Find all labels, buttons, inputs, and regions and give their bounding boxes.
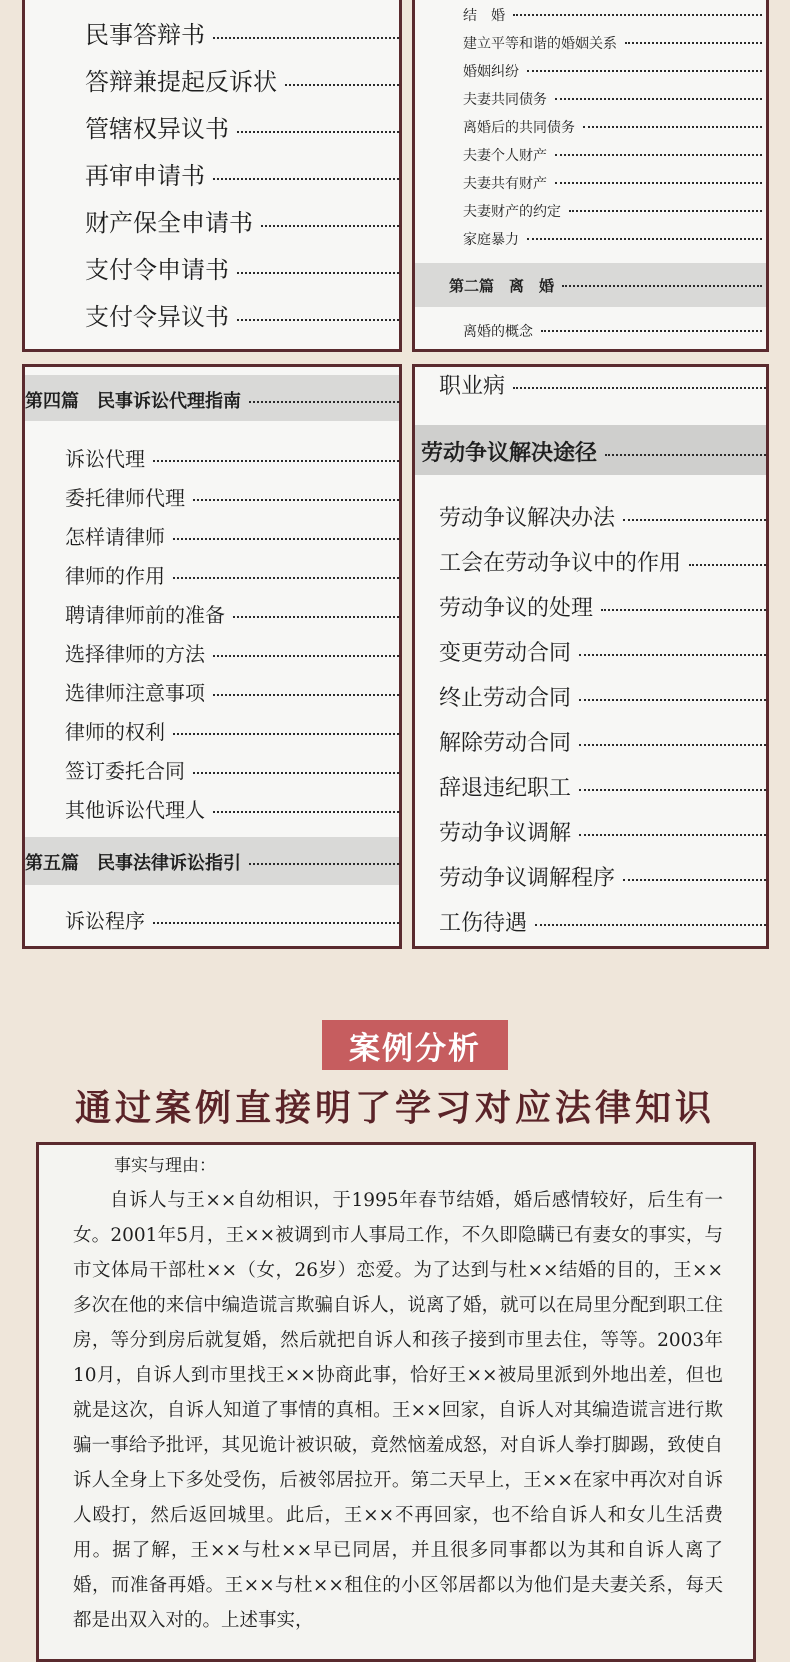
- toc-item: 工伤待遇: [439, 906, 766, 937]
- leader-dots: [237, 130, 399, 133]
- toc-item: 支付令异议书: [85, 297, 399, 332]
- toc-item: 怎样请律师: [65, 521, 399, 550]
- toc-item: 离婚后的共同债务: [463, 117, 762, 137]
- toc-item: 职业病: [439, 369, 766, 400]
- leader-dots: [583, 125, 762, 128]
- toc-item: 选律师注意事项: [65, 677, 399, 706]
- toc-item: 劳动争议解决办法: [439, 501, 766, 532]
- toc-item: 解除劳动合同: [439, 726, 766, 757]
- leader-dots: [527, 237, 762, 240]
- leader-dots: [562, 284, 762, 287]
- section-band: [415, 263, 766, 307]
- leader-dots: [261, 224, 399, 227]
- toc-item: 再审申请书: [85, 156, 399, 191]
- toc-item: 诉讼程序: [65, 905, 399, 934]
- section-heading: 第二篇 离 婚: [449, 275, 762, 296]
- section-heading: 第五篇 民事法律诉讼指引: [25, 849, 399, 875]
- section-subtitle: 通过案例直接明了学习对应法律知识: [74, 1087, 715, 1129]
- leader-dots: [623, 518, 766, 521]
- toc-item: 夫妻财产的约定: [463, 201, 762, 221]
- leader-dots: [213, 177, 399, 180]
- leader-dots: [173, 576, 399, 579]
- toc-item: 委托律师代理: [65, 482, 399, 511]
- toc-item: 管辖权异议书: [85, 109, 399, 144]
- toc-item: 签订委托合同: [65, 755, 399, 784]
- leader-dots: [193, 771, 399, 774]
- toc-item: 支付令申请书: [85, 250, 399, 285]
- toc-item: 夫妻共同债务: [463, 89, 762, 109]
- leader-dots: [689, 563, 766, 566]
- toc-item: 工会在劳动争议中的作用: [439, 546, 766, 577]
- toc-item: 辞退违纪职工: [439, 771, 766, 802]
- toc-item: 建立平等和谐的婚姻关系: [463, 33, 762, 53]
- leader-dots: [237, 318, 399, 321]
- leader-dots: [513, 386, 766, 389]
- leader-dots: [579, 833, 766, 836]
- section-band: [25, 837, 399, 885]
- toc-item: 终止劳动合同: [439, 681, 766, 712]
- toc-item: 劳动争议调解程序: [439, 861, 766, 892]
- toc-item: 变更劳动合同: [439, 636, 766, 667]
- leader-dots: [513, 13, 762, 16]
- section-heading: 劳动争议解决途径: [421, 436, 766, 467]
- toc-panel-2: [412, 0, 769, 352]
- toc-item: 家庭暴力: [463, 229, 762, 249]
- leader-dots: [555, 181, 762, 184]
- leader-dots: [249, 862, 399, 865]
- leader-dots: [623, 878, 766, 881]
- case-analysis-badge: 案例分析: [322, 1020, 508, 1070]
- leader-dots: [285, 83, 399, 86]
- toc-item: 其他诉讼代理人: [65, 794, 399, 823]
- toc-item: 夫妻个人财产: [463, 145, 762, 165]
- leader-dots: [213, 654, 399, 657]
- leader-dots: [233, 615, 399, 618]
- toc-item: 律师的权利: [65, 716, 399, 745]
- case-text-panel: [36, 1142, 756, 1662]
- toc-item: 选择律师的方法: [65, 638, 399, 667]
- toc-item: 民事答辩书: [85, 15, 399, 50]
- toc-item: 婚姻纠纷: [463, 61, 762, 81]
- toc-item: 答辩兼提起反诉状: [85, 62, 399, 97]
- leader-dots: [541, 329, 762, 332]
- leader-dots: [173, 732, 399, 735]
- toc-panel-1: [22, 0, 402, 352]
- section-heading: 第四篇 民事诉讼代理指南: [25, 387, 399, 413]
- leader-dots: [153, 459, 399, 462]
- leader-dots: [579, 698, 766, 701]
- leader-dots: [605, 453, 766, 456]
- leader-dots: [213, 810, 399, 813]
- toc-item: 财产保全申请书: [85, 203, 399, 238]
- leader-dots: [213, 36, 399, 39]
- toc-item: 夫妻共有财产: [463, 173, 762, 193]
- leader-dots: [601, 608, 766, 611]
- toc-item: 劳动争议的处理: [439, 591, 766, 622]
- toc-item: 律师的作用: [65, 560, 399, 589]
- leader-dots: [173, 537, 399, 540]
- leader-dots: [579, 788, 766, 791]
- case-heading: 事实与理由：: [114, 1156, 216, 1176]
- leader-dots: [555, 153, 762, 156]
- toc-item: 离婚的概念: [463, 321, 762, 341]
- leader-dots: [153, 921, 399, 924]
- section-band: [25, 375, 399, 421]
- toc-item: 劳动争议调解: [439, 816, 766, 847]
- toc-panel-3: [22, 364, 402, 949]
- section-band: [415, 425, 766, 475]
- toc-item: 结 婚: [463, 5, 762, 25]
- leader-dots: [625, 41, 762, 44]
- leader-dots: [527, 69, 762, 72]
- leader-dots: [193, 498, 399, 501]
- leader-dots: [237, 271, 399, 274]
- leader-dots: [555, 97, 762, 100]
- leader-dots: [579, 743, 766, 746]
- case-body-text: 自诉人与王××自幼相识，于1995年春节结婚，婚后感情较好，后生有一女。2001年5月，王××被调到市人事局工作，不久即隐瞒已有妻女的事实，与市文体局干部杜××（女，26岁）恋爱。为了达到与杜××结婚的目的，王××多次在他的来信中编造谎言欺骗自诉人，说离了婚，就可以在局里分配到职工住房，等分到房后就复婚，然后就把自诉人和孩子接到市里去住，等等。2003年10月，自诉人到市里找王××协商此事，恰好王××被局里派到外地出差，但也就是这次，自诉人知道了事情的真相。王××回家，自诉人对其编造谎言进行欺骗一事给予批评，其见诡计被识破，竟然恼羞成怒，对自诉人拳打脚踢，致使自诉人全身上下多处受伤，后被邻居拉开。第二天早上，王××在家中再次对自诉人殴打，然后返回城里。此后，王××不再回家，也不给自诉人和女儿生活费用。据了解，王××与杜××早已同居，并且很多同事都以为其和自诉人离了婚，而准备再婚。王××与杜××租住的小区邻居都以为他们是夫妻关系，每天都是出双入对的。上述事实，: [73, 1190, 723, 1631]
- toc-panel-4: [412, 364, 769, 949]
- toc-item: 聘请律师前的准备: [65, 599, 399, 628]
- leader-dots: [535, 923, 766, 926]
- toc-item: 诉讼代理: [65, 443, 399, 472]
- leader-dots: [249, 400, 399, 403]
- leader-dots: [213, 693, 399, 696]
- leader-dots: [579, 653, 766, 656]
- leader-dots: [569, 209, 762, 212]
